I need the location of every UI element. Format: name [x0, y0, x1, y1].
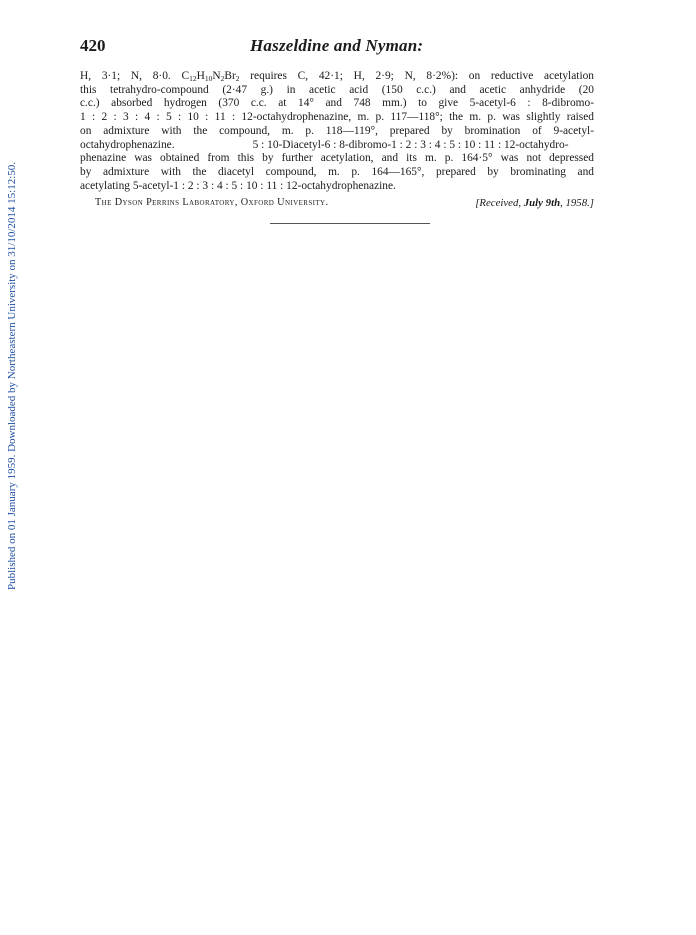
received-date: [Received, July 9th, 1958.]: [475, 197, 594, 209]
text-line: by admixture with the diacetyl compound, m. p. 164—165°, prepared by brominating and: [80, 165, 594, 178]
publication-watermark: Published on 01 January 1959. Downloaded by Northeastern University on 31/10/2014 15:12:50.: [6, 161, 18, 590]
text-line: 1 : 2 : 3 : 4 : 5 : 10 : 11 : 12-octahydrophenazine, m. p. 117—118°; the m. p. was slightly raised: [80, 111, 594, 124]
text-line: phenazine was obtained from this by further acetylation, and its m. p. 164·5° was not depressed: [80, 152, 594, 165]
text-line: this tetrahydro-compound (2·47 g.) in acetic acid (150 c.c.) and acetic anhydride (20: [80, 83, 594, 96]
text-line: acetylating 5-acetyl-1 : 2 : 3 : 4 : 5 : 10 : 11 : 12-octahydrophenazine.: [80, 179, 396, 192]
running-head: Haszeldine and Nyman:: [250, 36, 424, 55]
page-number: 420: [80, 36, 106, 55]
text-line: c.c.) absorbed hydrogen (370 c.c. at 14° and 748 mm.) to give 5-acetyl-6 : 8-dibromo-: [80, 97, 594, 110]
body-text: [80, 70, 594, 193]
affiliation: The Dyson Perrins Laboratory, Oxford University.: [95, 197, 329, 208]
text-line: H, 3·1; N, 8·0. $C_{12}H_{10}N_2Br_2$ requires C, 42·1; H, 2·9; N, 8·2%): on reductive acetylation: [80, 70, 595, 83]
section-heading: 5 : 10-Diacetyl-6 : 8-dibromo-1 : 2 : 3 : 4 : 5 : 10 : 11 : 12-octahydro-: [252, 138, 569, 151]
text-line: on admixture with the compound, m. p. 118—119°, prepared by bromination of 9-acetyl-: [80, 124, 594, 137]
end-rule: [270, 223, 430, 224]
text-line: octahydrophenazine. 5 : 10-Diacetyl-6 : 8-dibromo-1 : 2 : 3 : 4 : 5 : 10 : 11 : 12-octahydro-: [80, 138, 569, 151]
